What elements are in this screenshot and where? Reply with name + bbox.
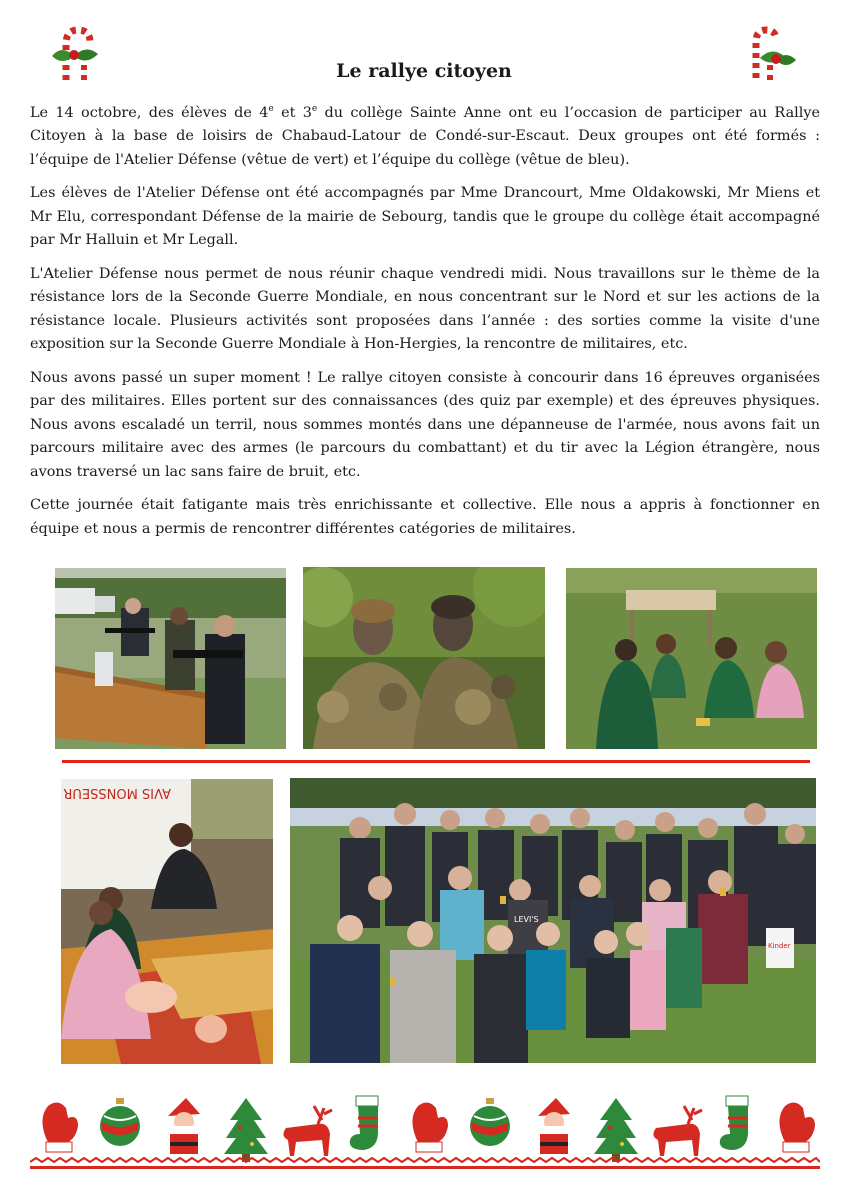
ornament-icon: [470, 1098, 510, 1146]
tree-icon: [594, 1098, 638, 1162]
photo-first-aid-training: [61, 779, 273, 1064]
mitten-icon: [779, 1102, 815, 1152]
section-divider: [62, 760, 810, 763]
stocking-icon: [350, 1096, 378, 1150]
stocking-icon: [720, 1096, 748, 1150]
shirt-text: LEVI'S: [514, 915, 539, 924]
poster-text: AVIS MONSSEUR: [63, 785, 171, 800]
reindeer-icon: [283, 1106, 332, 1156]
article-body: [30, 98, 820, 551]
photo-ghillie-suits: [303, 567, 545, 749]
paragraph-2: Les élèves de l'Atelier Défense ont été accompagnés par Mme Drancourt, Mme Oldakowski, Mr Miens et Mr Elu, correspondant Défense de la mairie de Sebourg, tandis que le groupe du collège était accompagné par Mr Halluin et Mr Legall.: [30, 185, 820, 249]
reindeer-icon: [653, 1106, 702, 1156]
bag-text: Kinder: [768, 942, 791, 950]
paragraph-1: Le 14 octobre, des élèves de 4e et 3e du collège Sainte Anne ont eu l’occasion de participer au Rallye Citoyen à la base de loisirs de Chabaud-Latour de Condé-sur-Escaut. Deux groupes ont été formés : l’équipe de l'Atelier Défense (vêtue de vert) et l’équipe du collège (vêtue de bleu).: [30, 104, 821, 168]
photo-group-activity: [566, 568, 817, 749]
christmas-border: [30, 1090, 820, 1170]
ornament-icon: [100, 1098, 140, 1146]
santa-icon: [168, 1098, 200, 1154]
paragraph-3: L'Atelier Défense nous permet de nous réunir chaque vendredi midi. Nous travaillons sur le thème de la résistance lors de la Seconde Guerre Mondiale, en nous concentrant sur le Nord et sur les actions de la résistance locale. Plusieurs activités sont proposées dans l’année : des sorties comme la visite d'une exposition sur la Seconde Guerre Mondiale à Hon-Hergies, la rencontre de militaires, etc.: [30, 265, 820, 353]
mitten-icon: [412, 1102, 448, 1152]
photo-group-portrait: [290, 778, 816, 1063]
border-zigzag: [30, 1158, 820, 1162]
paragraph-4: Nous avons passé un super moment ! Le rallye citoyen consiste à concourir dans 16 épreuves organisées par des militaires. Elles portent sur des connaissances (des quiz par exemple) et des épreuves physiques. Nous avons escaladé un terril, nous sommes montés dans une dépanneuse de l'armée, nous avons fait un parcours militaire avec des armes (le parcours du combattant) et du tir avec la Légion étrangère, nous avons traversé un lac sans faire de bruit, etc.: [30, 369, 820, 480]
tree-icon: [224, 1098, 268, 1162]
santa-icon: [538, 1098, 570, 1154]
mitten-icon: [42, 1102, 78, 1152]
border-line: [30, 1166, 820, 1169]
paragraph-5: Cette journée était fatigante mais très enrichissante et collective. Elle nous a appris à fonctionner en équipe et nous a permis de rencontrer différentes catégories de militaires.: [30, 497, 820, 537]
photo-shooting-activity: [55, 568, 286, 749]
page-title: Le rallye citoyen: [336, 60, 512, 82]
